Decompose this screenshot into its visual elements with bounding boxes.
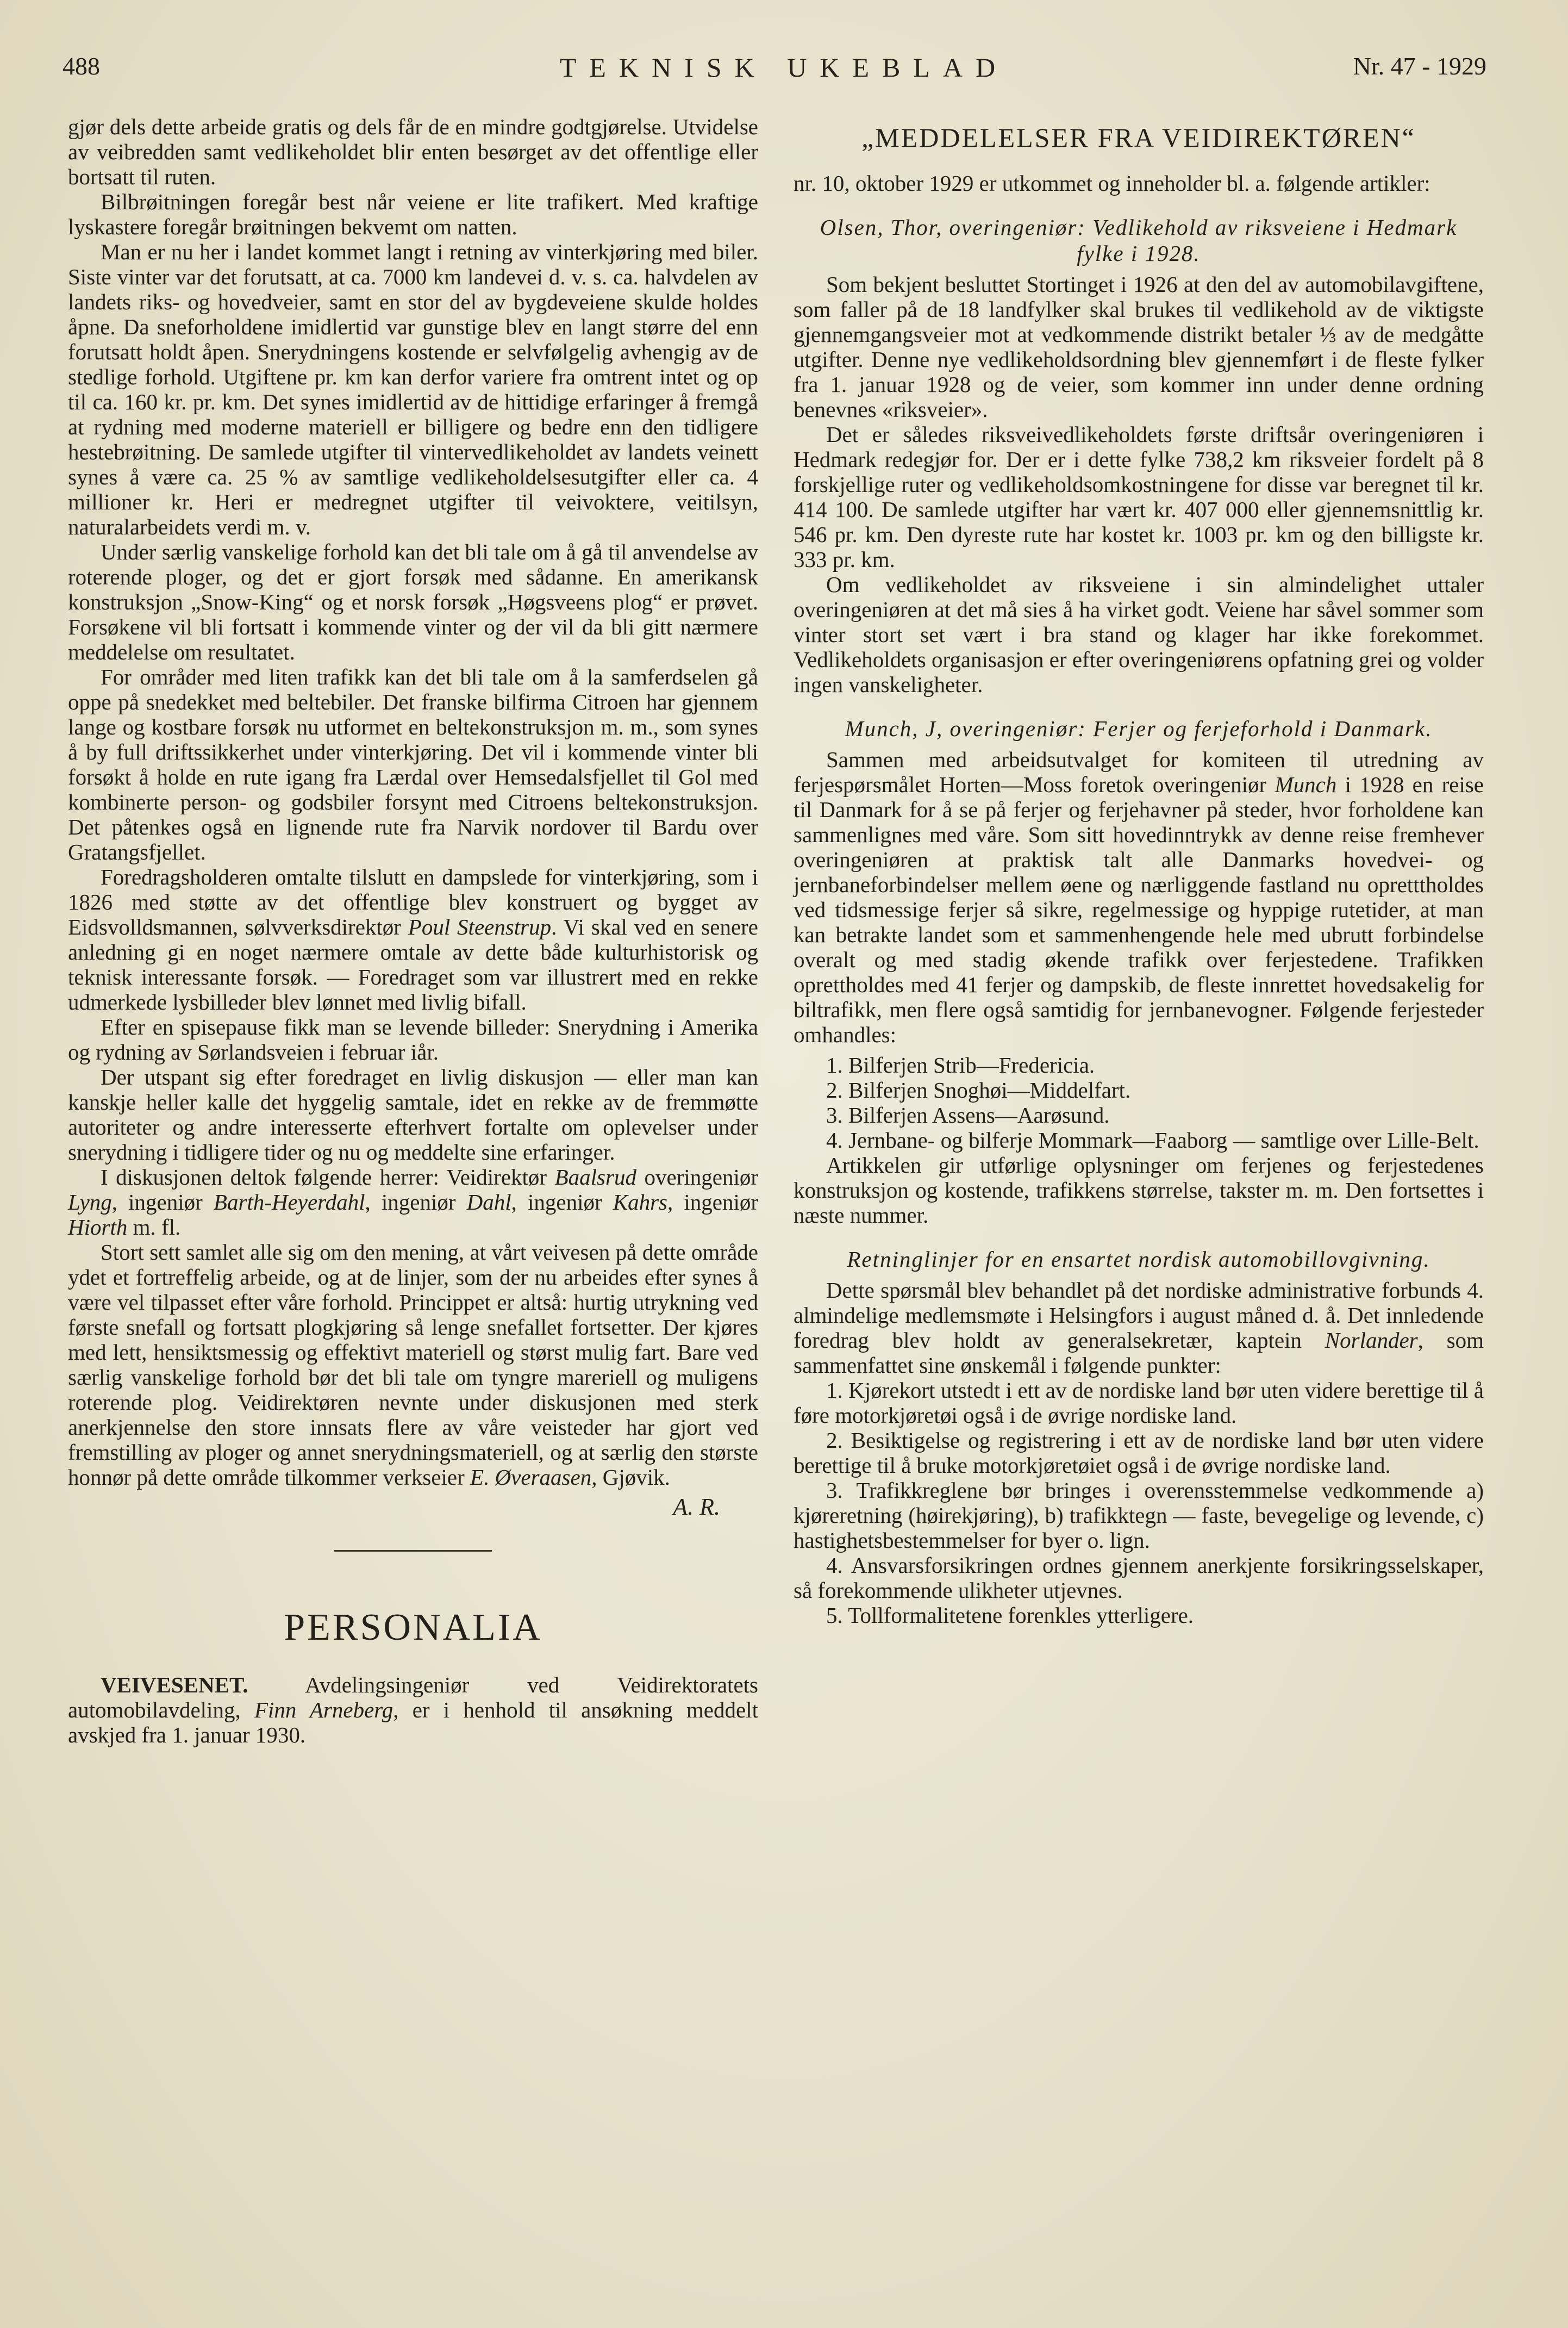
paragraph: Der utspant sig efter foredraget en livlig diskusjon — eller man kan kanskje heller kalle det hyggelig samtale, idet en rekke av de fremmøtte autoriteter og andre interesserte efterhvert fortalte om oplevelser under snerydning i tidligere tider og nu og meddelte sine erfaringer. — [68, 1065, 758, 1165]
list-item: 5. Tollformalitetene forenkles ytterligere. — [826, 1603, 1194, 1628]
paragraph: I diskusjonen deltok følgende herrer: Veidirektør Baalsrud overingeniør Lyng, ingeniør Barth-Heyerdahl, ingeniør Dahl, ingeniør Kahrs, ingeniør Hiorth m. fl. — [68, 1165, 759, 1240]
running-title: TEKNISK UKEBLAD — [559, 52, 1009, 83]
paragraph: VEIVESENET. Avdelingsingeniør ved Veidirektoratets automobilavdeling, Finn Arneberg, er i henhold til ansøkning meddelt avskjed fra 1. januar 1930. — [68, 1672, 758, 1747]
right-column — [794, 114, 1484, 1628]
paragraph: Efter en spisepause fikk man se levende billeder: Snerydning i Amerika og rydning av Sørlandsveien i februar iår. — [68, 1014, 758, 1065]
list-item: 4. Ansvarsforsikringen ordnes gjennem anerkjente forsikringsselskaper, så forekommende ulikheter utjevnes. — [794, 1553, 1484, 1603]
paragraph: Dette spørsmål blev behandlet på det nordiske administrative forbunds 4. almindelige medlemsmøte i Helsingfors i august måned d. å. Det innledende foredrag blev holdt av generalsekretær, kaptein Norlander, som sammenfattet sine ønskemål i følgende punkter: — [794, 1278, 1484, 1378]
list-item: 2. Bilferjen Snoghøi—Middelfart. — [826, 1078, 1131, 1103]
issue-number: Nr. 47 - 1929 — [1353, 52, 1486, 80]
article-heading: „MEDDELELSER FRA VEIDIREKTØREN“ — [861, 122, 1416, 153]
paragraph: gjør dels dette arbeide gratis og dels får de en mindre godtgjørelse. Utvidelse av veibredden samt vedlikeholdet blir enten besørget av det offentlige eller bortsatt til ruten. — [68, 114, 758, 189]
person-name: Poul Steenstrup — [408, 914, 552, 939]
section-heading: PERSONALIA — [284, 1607, 542, 1648]
paragraph: Det er således riksveivedlikeholdets første driftsår overingeniøren i Hedmark redegjør for. Der er i dette fylke 738,2 km riksveier fordelt på 8 forskjellige ruter og vedlikeholdsomkostningene for disse var beregnet til kr. 414 100. De samlede utgifter har vært kr. 407 000 eller gjennemsnittlig kr. 546 pr. km. Den dyreste rute har kostet kr. 1003 pr. km og den billigste kr. 333 pr. km. — [794, 422, 1484, 572]
list-item: 4. Jernbane- og bilferje Mommark—Faaborg — samtlige over Lille-Belt. — [826, 1128, 1479, 1153]
list-item: 3. Trafikkreglene bør bringes i overensstemmelse vedkommende a) kjøreretning (høirekjøring), b) trafikktegn — faste, bevegelige og levende, c) hastighetsbestemmelser for byer o. lign. — [794, 1478, 1484, 1553]
list-item: 1. Kjørekort utstedt i ett av de nordiske land bør uten videre berettige til å føre motorkjøretøi også i de øvrige nordiske land. — [794, 1378, 1484, 1428]
person-name: E. Øveraasen — [470, 1465, 592, 1490]
list-item: 2. Besiktigelse og registrering i ett av de nordiske land bør uten videre berettige til å bruke motorkjøretøiet også i de øvrige nordiske land. — [794, 1428, 1484, 1478]
signature: A. R. — [673, 1493, 720, 1520]
paragraph: Stort sett samlet alle sig om den mening, at vårt veivesen på dette område ydet et fortreffelig arbeide, og at de linjer, som der nu arbeides efter synes å være vel tilpasset efter våre forhold. Princippet er altså: hurtig utrykning ved første snefall og fortsatt plogkjøring så lenge snefallet fortsetter. Der kjøres med lett, hensiktsmessig og effektivt materiell og størst mulig fart. Bare ved særlig vanskelige forhold bør det bli tale om tyngre mareriell og muligens roterende plog. Veidirektøren nevnte under diskusjonen med sterk anerkjennelse den store innsats flere av våre veisteder har gjort ved fremstilling av ploger og annet snerydningsmateriell, og at særlig den største honnør på dette område tilkommer verkseier E. Øveraasen, Gjøvik. — [68, 1240, 758, 1490]
subsection-heading: Olsen, Thor, overingeniør: Vedlikehold av riksveiene i Hedmark fylke i 1928. — [820, 215, 1458, 266]
list-item: 1. Bilferjen Strib—Fredericia. — [826, 1053, 1095, 1078]
paragraph: Bilbrøitningen foregår best når veiene er lite trafikert. Med kraftige lyskastere foregår brøitningen bekvemt om natten. — [68, 189, 758, 239]
page-header — [0, 52, 1568, 90]
paragraph: Artikkelen gir utførlige oplysninger om ferjenes og ferjestedenes konstruksjon og kostende, trafikkens størrelse, takster m. m. Den fortsettes i næste nummer. — [794, 1153, 1484, 1228]
page-number: 488 — [63, 52, 100, 80]
ferry-list — [794, 1053, 1484, 1153]
paragraph: Foredragsholderen omtalte tilslutt en dampslede for vinterkjøring, som i 1826 med støtte av det offentlige blev konstruert og bygget av Eidsvolldsmannen, sølvverksdirektør Poul Steenstrup. Vi skal ved en senere anledning gi en noget nærmere omtale av dette både kulturhistorisk og teknisk interessante forsøk. — Foredraget som var illustrert med en rekke udmerkede lysbilleder blev lønnet med livlig bifall. — [68, 864, 758, 1014]
list-item: 3. Bilferjen Assens—Aarøsund. — [826, 1103, 1110, 1128]
paragraph: For områder med liten trafikk kan det bli tale om å la samferdselen gå oppe på snedekket med beltebiler. Det franske bilfirma Citroen har gjennem lange og kostbare forsøk nu utformet en beltekonstruksjon m. m., som synes å by full driftssikkerhet under vinterkjøring. Det vil i kommende vinter bli forsøkt å holde en rute igang fra Lærdal over Hemsedalsfjellet til Gol med kombinerte person- og godsbiler forsynt med Citroens beltekonstruksjon. Det påtenkes også en lignende rute fra Narvik nordover til Bardu over Gratangsfjellet. — [68, 664, 758, 864]
subsection-heading: Retninglinjer for en ensartet nordisk automobillovgivning. — [847, 1247, 1430, 1272]
paragraph: Man er nu her i landet kommet langt i retning av vinterkjøring med biler. Siste vinter var det forutsatt, at ca. 7000 km landevei d. v. s. ca. halvdelen av landets riks- og hovedveier, samt en stor del av bygdeveiene skulde holdes åpne. Da sneforholdene imidlertid var gunstige blev en langt større del enn forutsatt holdt åpen. Snerydningens kostende er selvfølgelig avhengig av de stedlige forhold. Utgiftene pr. km kan derfor variere fra omtrent intet og op til ca. 160 kr. pr. km. Det synes imidlertid av de hittidige erfaringer å fremgå at rydning med moderne materiell er billigere og bedre enn den tidligere hestebrøitning. De samlede utgifter til vintervedlikeholdet av landets veinett synes å være ca. 25 % av samtlige vedlikeholdelsesutgifter eller ca. 4 millioner kr. Heri er medregnet utgifter til veivoktere, veitilsyn, naturalarbeidets verdi m. v. — [68, 239, 758, 539]
paragraph: Under særlig vanskelige forhold kan det bli tale om å gå til anvendelse av roterende ploger, og det er gjort forsøk med sådanne. En amerikansk konstruksjon „Snow-King“ og et norsk forsøk „Høgsveens plog“ er prøvet. Forsøkene vil bli fortsatt i kommende vinter og der vil da bli gitt nærmere meddelelse om resultatet. — [68, 539, 758, 664]
paragraph: Som bekjent besluttet Stortinget i 1926 at den del av automobilavgiftene, som faller på de 18 landfylker skal brukes til vedlikehold av de viktigste gjennemgangsveier mot at vedkommende distrikt betaler ⅓ av de medgåtte utgifter. Denne nye vedlikeholdsordning blev gjennemført i de fleste fylker fra 1. januar 1928 og de veier, som kommer inn under denne ordning benevnes «riksveier». — [794, 272, 1484, 422]
paragraph: nr. 10, oktober 1929 er utkommet og inneholder bl. a. følgende artikler: — [794, 171, 1430, 196]
paragraph: Om vedlikeholdet av riksveiene i sin almindelighet uttaler overingeniøren at det må sies å ha virket godt. Veiene har såvel sommer som vinter stort set vært i bra stand og klager har ikke forekommet. Vedlikeholdets organisasjon er efter overingeniørens opfatning grei og volder ingen vanskeligheter. — [794, 572, 1484, 697]
subsection-heading: Munch, J, overingeniør: Ferjer og ferjeforhold i Danmark. — [845, 716, 1433, 741]
separator-rule — [334, 1550, 492, 1552]
paragraph: Sammen med arbeidsutvalget for komiteen til utredning av ferjespørsmålet Horten—Moss foretok overingeniør Munch i 1928 en reise til Danmark for å se på ferjer og ferjehavner på steder, hvor forholdene kan sammenlignes med våre. Som sitt hovedinntrykk av denne reise fremhever overingeniøren at praktisk talt alle Danmarks hovedvei- og jernbaneforbindelser mellem øene og nærliggende fastland nu opretttholdes ved tidsmessige ferjer så sikre, regelmessige og hyppige rutetider, at man kan betrakte landet som et sammenhengende hele med ubrutt forbindelse overalt og med stadig økende trafikk over ferjestedene. Trafikken oprettholdes med 41 ferjer og dampskib, de fleste innrettet hovedsakelig for biltrafikk, men flere også samtidig for jernbanevogner. Følgende ferjesteder omhandles: — [794, 747, 1484, 1047]
left-column — [68, 114, 758, 1747]
person-name: Finn Arneberg — [254, 1697, 393, 1722]
